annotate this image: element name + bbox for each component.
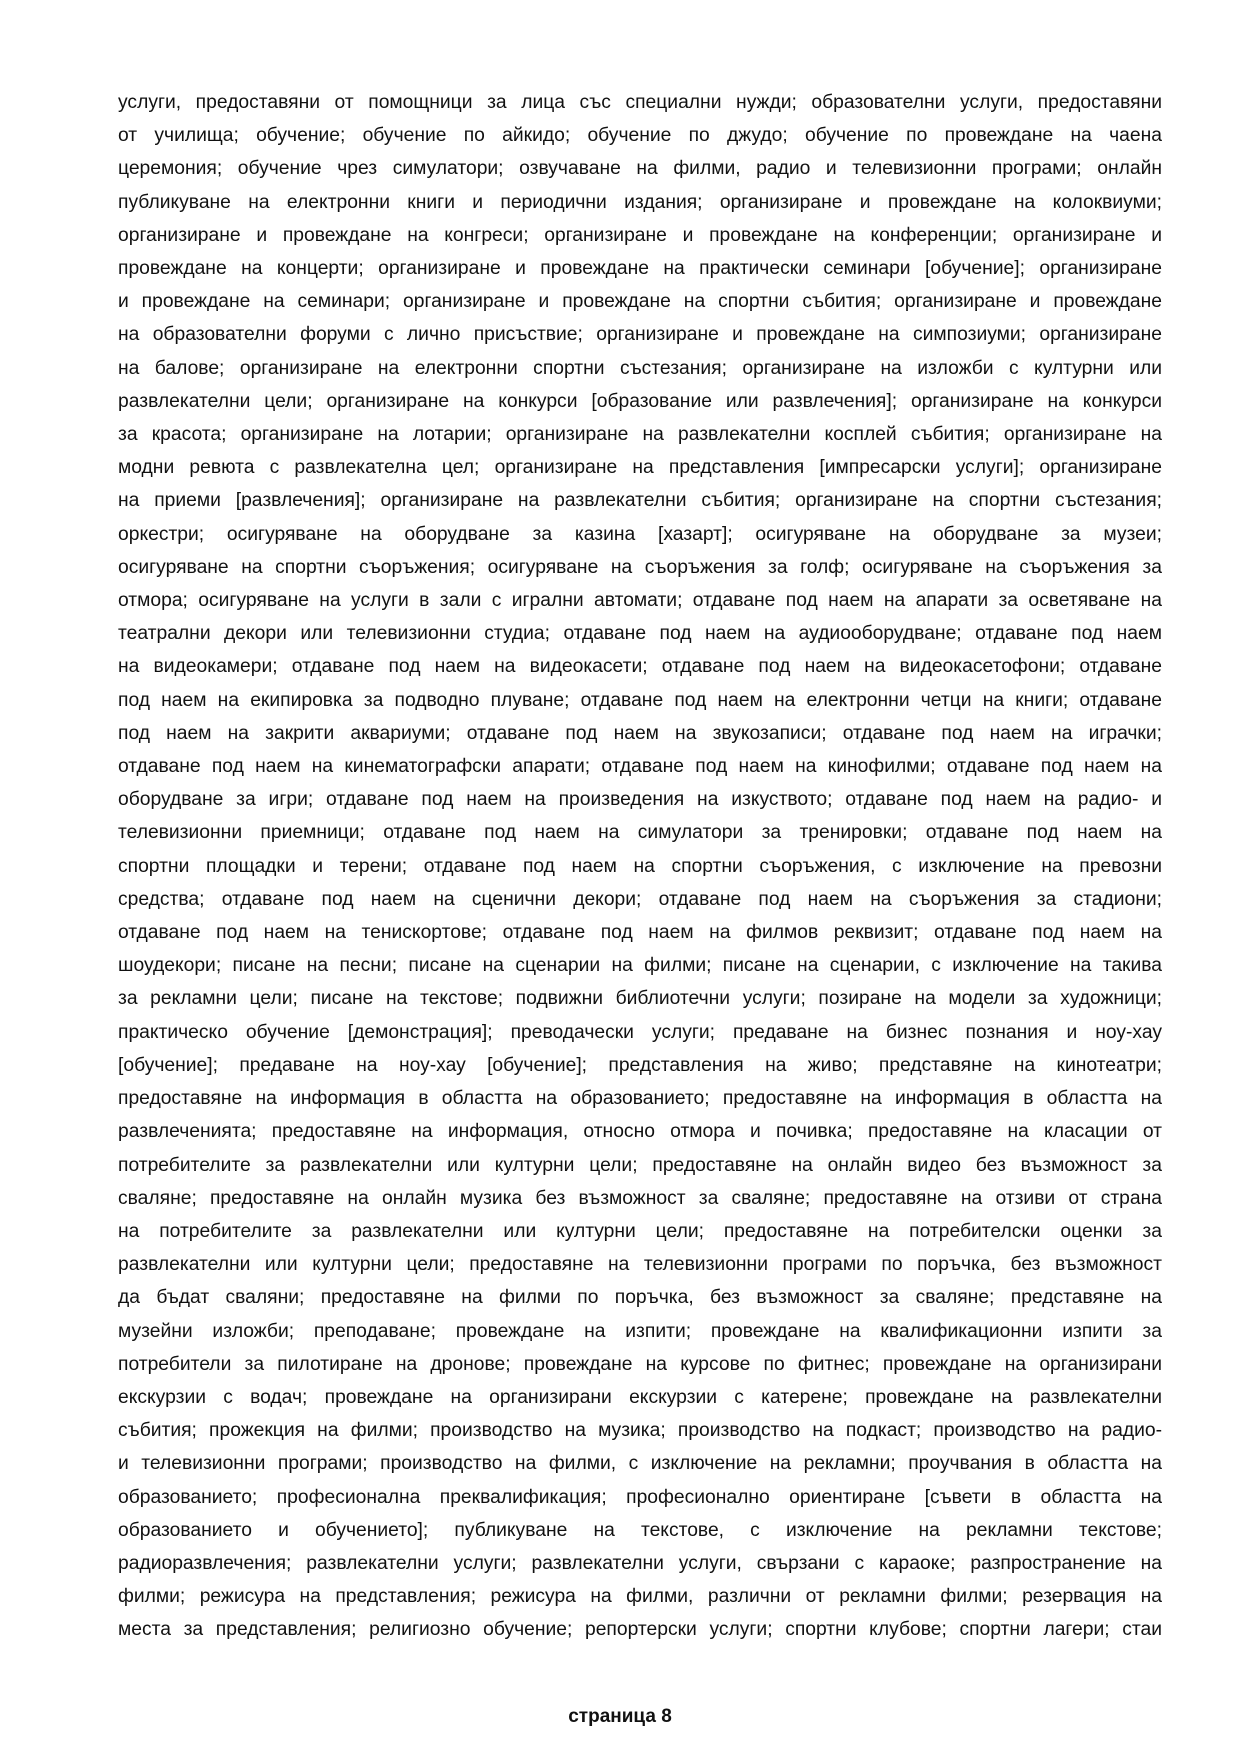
text-line: предоставяне на информация в областта на образованието; предоставяне на информация в областта на <box>118 1088 1162 1110</box>
text-line: филми; режисура на представления; режисура на филми, различни от рекламни филми; резервация на <box>118 1586 1162 1608</box>
text-line: под наем на екипировка за подводно плуване; отдаване под наем на електронни четци на книги; отдаване <box>118 689 1162 711</box>
text-line: организиране и провеждане на конгреси; организиране и провеждане на конференции; организиране и <box>118 224 1162 246</box>
text-line: за рекламни цели; писане на текстове; подвижни библиотечни услуги; позиране на модели за художници; <box>118 988 1162 1010</box>
text-line: средства; отдаване под наем на сценични декори; отдаване под наем на съоръжения за стадиони; <box>118 888 1162 910</box>
text-line: на приеми [развлечения]; организиране на развлекателни събития; организиране на спортни състезания; <box>118 490 1162 512</box>
page-number: страница 8 <box>568 1706 672 1727</box>
text-line: телевизионни приемници; отдаване под наем на симулатори за тренировки; отдаване под наем на <box>118 822 1162 844</box>
text-line: оборудване за игри; отдаване под наем на произведения на изкуството; отдаване под наем на радио- и <box>118 789 1162 811</box>
text-line: услуги, предоставяни от помощници за лица със специални нужди; образователни услуги, предоставяни <box>118 92 1162 113</box>
text-line: сваляне; предоставяне на онлайн музика без възможност за сваляне; предоставяне на отзиви от страна <box>118 1187 1162 1209</box>
text-line: образованието и обучението]; публикуване на текстове, с изключение на рекламни текстове; <box>118 1519 1162 1541</box>
text-line: отдаване под наем на кинематографски апарати; отдаване под наем на кинофилми; отдаване под наем на <box>118 756 1162 778</box>
text-line: оркестри; осигуряване на оборудване за казина [хазарт]; осигуряване на оборудване за музеи; <box>118 523 1162 545</box>
text-line: потребителите за развлекателни или културни цели; предоставяне на онлайн видео без възможност за <box>118 1154 1162 1176</box>
text-line: развлекателни или културни цели; предоставяне на телевизионни програми по поръчка, без възможност <box>118 1254 1162 1276</box>
text-line: на потребителите за развлекателни или културни цели; предоставяне на потребителски оценки за <box>118 1220 1162 1242</box>
text-line: практическо обучение [демонстрация]; преводачески услуги; предаване на бизнес познания и ноу-хау <box>118 1021 1162 1043</box>
text-line: шоудекори; писане на песни; писане на сценарии на филми; писане на сценарии, с изключение на такива <box>118 955 1162 977</box>
text-line: радиоразвлечения; развлекателни услуги; развлекателни услуги, свързани с караоке; разпространение на <box>118 1552 1162 1574</box>
text-line: музейни изложби; преподаване; провеждане на изпити; провеждане на квалификационни изпити за <box>118 1320 1162 1342</box>
text-line: екскурзии с водач; провеждане на организирани екскурзии с катерене; провеждане на развлекателни <box>118 1386 1162 1408</box>
text-line: спортни площадки и терени; отдаване под наем на спортни съоръжения, с изключение на превозни <box>118 855 1162 877</box>
text-line: от училища; обучение; обучение по айкидо; обучение по джудо; обучение по провеждане на чаена <box>118 125 1162 147</box>
text-line: публикуване на електронни книги и периодични издания; организиране и провеждане на колоквиуми; <box>118 191 1162 213</box>
text-line: и телевизионни програми; производство на филми, с изключение на рекламни; проучвания в областта на <box>118 1453 1162 1475</box>
text-line: осигуряване на спортни съоръжения; осигуряване на съоръжения за голф; осигуряване на съоръжения за <box>118 556 1162 578</box>
text-line: и провеждане на семинари; организиране и провеждане на спортни събития; организиране и провеждане <box>118 291 1162 313</box>
text-line: развлекателни цели; организиране на конкурси [образование или развлечения]; организиране на конкурси <box>118 390 1162 412</box>
text-line: на видеокамери; отдаване под наем на видеокасети; отдаване под наем на видеокасетофони; отдаване <box>118 656 1162 678</box>
text-line: на образователни форуми с лично присъствие; организиране и провеждане на симпозиуми; организиране <box>118 324 1162 346</box>
text-line: събития; прожекция на филми; производство на музика; производство на подкаст; производство на радио- <box>118 1420 1162 1442</box>
text-line: развлеченията; предоставяне на информация, относно отмора и почивка; предоставяне на класации от <box>118 1121 1162 1143</box>
text-line: под наем на закрити аквариуми; отдаване под наем на звукозаписи; отдаване под наем на играчки; <box>118 722 1162 744</box>
text-line: места за представления; религиозно обучение; репортерски услуги; спортни клубове; спортни лагери; стаи <box>118 1619 1162 1641</box>
text-line: да бъдат сваляни; предоставяне на филми по поръчка, без възможност за сваляне; представяне на <box>118 1287 1162 1309</box>
text-line: модни ревюта с развлекателна цел; организиране на представления [импресарски услуги]; организиране <box>118 457 1162 479</box>
text-line: отмора; осигуряване на услуги в зали с игрални автомати; отдаване под наем на апарати за осветяване на <box>118 590 1162 612</box>
text-line: [обучение]; предаване на ноу-хау [обучение]; представления на живо; представяне на кинотеатри; <box>118 1054 1162 1076</box>
text-line: за красота; организиране на лотарии; организиране на развлекателни косплей събития; организиране на <box>118 424 1162 446</box>
text-line: театрални декори или телевизионни студиа; отдаване под наем на аудиооборудване; отдаване под наем <box>118 623 1162 645</box>
text-line: потребители за пилотиране на дронове; провеждане на курсове по фитнес; провеждане на организирани <box>118 1353 1162 1375</box>
text-line: образованието; професионална преквалификация; професионално ориентиране [съвети в областта на <box>118 1486 1162 1508</box>
text-line: отдаване под наем на тенискортове; отдаване под наем на филмов реквизит; отдаване под наем на <box>118 922 1162 944</box>
body-text <box>118 86 1162 1647</box>
text-line: церемония; обучение чрез симулатори; озвучаване на филми, радио и телевизионни програми; онлайн <box>118 158 1162 180</box>
text-line: провеждане на концерти; организиране и провеждане на практически семинари [обучение]; организиране <box>118 258 1162 280</box>
text-line: на балове; организиране на електронни спортни състезания; организиране на изложби с културни или <box>118 357 1162 379</box>
